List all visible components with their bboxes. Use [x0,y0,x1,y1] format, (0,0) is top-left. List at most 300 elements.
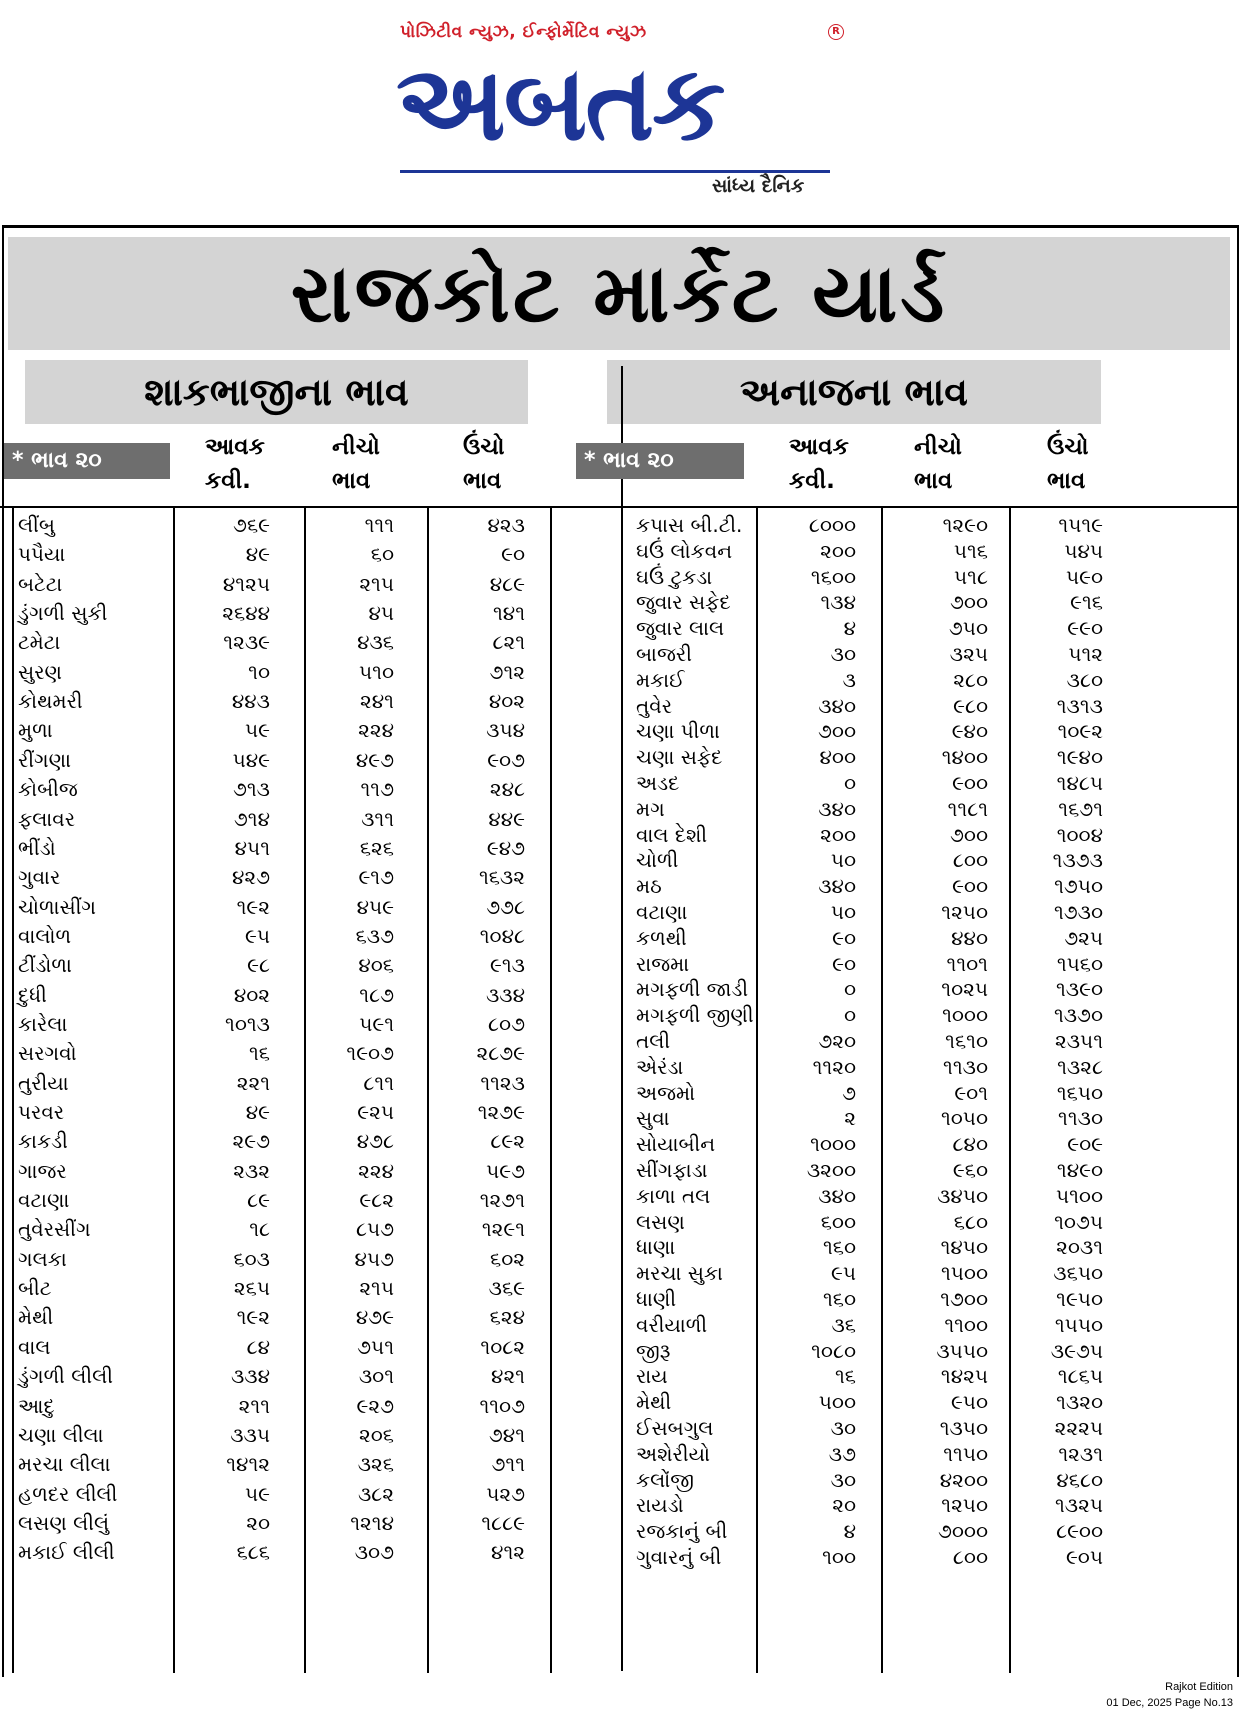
grain-col-low-line2: ભાવ [914,468,953,494]
veg-high-price: ૧૮૮૯ [481,1510,525,1535]
grain-high-price: ૯૦૯ [1067,1132,1103,1157]
grain-arrival: ૫૦ [830,848,856,873]
grain-low-price: ૧૨૫૦ [941,900,988,924]
grain-commodity-name: ઈસબગુલ [636,1416,714,1440]
grain-arrival: ૨૦૦ [820,822,856,847]
veg-commodity-name: ચણા લીલા [18,1422,104,1447]
grain-low-price: ૧૦૫૦ [940,1106,988,1131]
veg-col-low [332,430,380,498]
page-title: રાજકોટ માર્કેટ યાર્ડ [8,237,1230,350]
grain-arrival: ૧૬૦ [822,1235,856,1260]
grain-high-price: ૧૮૬૫ [1057,1364,1103,1389]
grain-high-price: ૧૩૯૦ [1056,977,1103,1002]
veg-high-price: ૭૪૧ [488,1422,525,1447]
veg-commodity-name: ડુંગળી સુકી [18,601,108,626]
veg-commodity-name: લીંબુ [18,513,55,537]
veg-arrival: ૪૪૩ [231,689,270,714]
grain-low-price: ૯૦૧ [954,1080,988,1105]
grain-arrival: ૩૨૦૦ [806,1158,856,1182]
vegetables-heading: શાકભાજીના ભાવ [25,360,528,424]
grain-commodity-name: તલી [636,1029,671,1053]
grain-commodity-name: અશેરીયો [636,1441,710,1466]
grain-arrival: ૩૦ [830,1416,856,1440]
grain-high-price: ૧૪૮૫ [1056,771,1103,795]
veg-header-rule [0,506,621,508]
veg-low-price: ૫૯૧ [359,1011,394,1036]
grain-low-price: ૭૦૦૦ [937,1519,988,1544]
grain-low-price: ૬૮૦ [953,1209,988,1234]
grain-low-price: ૧૦૨૫ [941,977,988,1002]
veg-high-price: ૭૧૧ [491,1452,525,1477]
grain-arrival: ૧૬ [835,1364,856,1389]
veg-low-price: ૬૩૭ [355,923,394,948]
veg-col-avak [205,430,265,498]
veg-commodity-name: દુધી [18,982,47,1007]
veg-arrival: ૫૪૯ [232,747,270,772]
grain-high-price: ૨૩૫૧ [1055,1029,1103,1053]
grain-arrival: ૧૩૪ [820,590,856,615]
veg-commodity-name: કાકડી [18,1129,68,1154]
grain-arrival: ૩૭ [828,1441,856,1466]
grain-arrival: ૧૦૦૦ [810,1132,856,1157]
grain-high-price: ૧૭૫૦ [1054,874,1103,899]
veg-high-price: ૪૨૧ [491,1364,525,1389]
grain-bhav-label: * ભાવ ૨૦ [576,443,744,479]
grain-arrival: ૬૦૦ [820,1209,856,1234]
veg-commodity-name: હળદર લીલી [18,1481,118,1506]
veg-high-price: ૮૦૭ [488,1011,525,1036]
veg-high-price: ૧૨૭૯ [477,1100,525,1124]
veg-high-price: ૨૪૮ [489,777,525,802]
grain-high-price: ૯૧૬ [1070,590,1103,615]
registered-mark: R [828,24,844,40]
grain-high-price: ૧૭૩૦ [1053,900,1103,924]
veg-high-price: ૫૨૭ [486,1481,525,1506]
veg-low-price: ૧૧૭ [360,777,394,802]
veg-low-price: ૬૦ [370,542,394,567]
veg-low-price: ૨૧૫ [359,571,394,596]
veg-commodity-name: બીટ [18,1276,52,1301]
grain-arrival: ૩૪૦ [818,796,856,821]
veg-arrival: ૨૨૧ [236,1070,270,1095]
grain-high-price: ૧૬૭૧ [1058,796,1103,821]
veg-low-price: ૪૭૯ [355,1305,394,1330]
veg-high-price: ૭૭૮ [486,894,525,919]
veg-col-low-line1: નીચો [332,434,380,460]
grain-arrival: ૦ [843,1003,856,1028]
veg-commodity-name: બટેટા [18,571,63,596]
grain-commodity-name: રાજમા [636,951,690,976]
grain-low-price: ૧૨૫૦ [941,1493,988,1518]
grain-low-price: ૭૫૦ [948,616,988,641]
grain-high-price: ૧૫૬૦ [1056,951,1103,976]
veg-arrival: ૫૯ [245,718,270,743]
veg-high-price: ૩૩૪ [485,982,525,1007]
grain-high-price: ૧૯૪૦ [1056,745,1103,770]
grain-arrival: ૩૪૦ [818,874,856,899]
newspaper-logo: અબતક [396,42,724,164]
grain-high-price: ૧૬૫૦ [1056,1080,1103,1105]
veg-arrival: ૨૯૭ [232,1129,270,1154]
grain-high-price: ૩૬૫૦ [1053,1261,1103,1286]
grain-low-price: ૧૧૫૦ [943,1441,988,1466]
veg-commodity-name: વટાણા [18,1188,70,1213]
grain-commodity-name: સુવા [636,1106,670,1131]
veg-low-price: ૪૩૬ [357,630,394,655]
grain-high-price: ૧૪૯૦ [1056,1158,1103,1182]
veg-commodity-name: વાલોળ [18,923,72,948]
grain-arrival: ૩૪૦ [818,1183,856,1208]
grain-commodity-name: રાય [636,1364,668,1389]
grain-arrival: ૯૦ [832,951,856,976]
grain-low-price: ૮૦૦ [952,848,988,873]
grain-low-price: ૧૫૦૦ [940,1261,988,1286]
grain-commodity-name: લસણ [636,1209,685,1234]
veg-commodity-name: ભીંડો [18,835,56,860]
veg-rule-right [550,508,552,1673]
grain-arrival: ૩૦ [830,642,856,666]
masthead [0,0,1243,220]
veg-commodity-name: તુરીયા [18,1070,69,1095]
grain-commodity-name: જીરૂ [636,1338,671,1363]
grain-arrival: ૩૪૦ [818,693,856,718]
grain-low-price: ૪૨૦૦ [939,1467,988,1492]
grain-commodity-name: સોયાબીન [636,1132,716,1157]
grain-high-price: ૯૦૫ [1065,1545,1103,1569]
grain-commodity-name: ચણા સફેદ [636,745,723,770]
veg-low-price: ૮૧૧ [363,1070,394,1095]
veg-arrival: ૧૯૨ [236,894,270,919]
grain-commodity-name: અજમો [636,1080,696,1105]
veg-high-price: ૪૧૨ [491,1540,525,1565]
veg-commodity-name: રીંગણા [18,747,71,772]
veg-arrival: ૭૧૩ [232,777,270,802]
veg-arrival: ૧૨૩૯ [223,630,270,655]
grain-low-price: ૫૧૮ [954,564,988,589]
veg-arrival: ૩૩૫ [230,1422,270,1447]
veg-bhav-label: * ભાવ ૨૦ [4,443,170,479]
veg-commodity-name: મકાઈ લીલી [18,1540,115,1565]
veg-commodity-name: ડુંગળી લીલી [18,1364,113,1389]
grain-commodity-name: ચણા પીળા [636,719,720,744]
grain-commodity-name: મગ [636,796,665,821]
grain-low-price: ૯૬૦ [952,1158,988,1182]
veg-arrival: ૨૬૫ [233,1276,270,1301]
grain-commodity-name: એરંડા [636,1054,684,1079]
grain-col-avak-line1: આવક [789,434,849,460]
grain-commodity-name: ચોળી [636,848,679,873]
veg-arrival: ૪૫૧ [234,835,270,860]
veg-col-avak-line2: કવી. [205,468,251,494]
grain-arrival: ૯૫ [831,1261,856,1286]
grain-low-price: ૩૨૫ [949,642,988,666]
veg-low-price: ૧૧૧ [364,513,394,537]
grain-arrival: ૦ [843,977,856,1002]
veg-commodity-name: તુવેરસીંગ [18,1217,91,1242]
veg-low-price: ૪૫ [368,601,394,626]
grain-arrival: ૧૦૦ [822,1545,856,1569]
veg-arrival: ૧૪૧૨ [226,1452,270,1477]
veg-low-price: ૨૨૪ [358,718,394,743]
veg-high-price: ૬૨૪ [489,1305,525,1330]
grain-header-rule [623,506,1239,508]
veg-arrival: ૨૬૪૪ [222,601,270,626]
grain-high-price: ૧૩૨૮ [1057,1054,1103,1079]
veg-high-price: ૯૪૭ [486,835,525,860]
grain-commodity-name: જુવાર સફેદ [636,590,731,615]
veg-commodity-name: પરવર [18,1100,65,1124]
edition-date-page: 01 Dec, 2025 Page No.13 [1106,1697,1233,1709]
veg-arrival: ૨૦ [246,1510,270,1535]
veg-commodity-name: કોબીજ [18,777,78,802]
grains-heading: અનાજના ભાવ [607,360,1101,424]
grain-high-price: ૨૦૩૧ [1056,1235,1103,1260]
veg-commodity-name: મરચા લીલા [18,1452,111,1477]
grain-high-price: ૫૧૦૦ [1055,1183,1103,1208]
veg-low-price: ૫૧૦ [359,659,394,684]
edition-info [1106,1679,1233,1711]
veg-arrival: ૭૬૯ [233,513,270,537]
veg-low-price: ૩૮૨ [357,1481,394,1506]
grain-arrival: ૧૬૦ [822,1287,856,1311]
grain-low-price: ૧૧૦૦ [944,1312,988,1337]
veg-arrival: ૪૨૭ [231,865,270,890]
veg-commodity-name: ગલકા [18,1246,67,1271]
grain-col-avak [789,430,849,498]
veg-col-high [463,430,505,498]
grain-low-price: ૮૦૦ [952,1545,988,1569]
grain-low-price: ૩૪૫૦ [937,1183,988,1208]
grain-col-high [1047,430,1089,498]
grain-arrival: ૧૧૨૦ [812,1054,856,1079]
grain-commodity-name: વટાણા [636,900,688,924]
veg-high-price: ૮૨૧ [492,630,525,655]
veg-arrival: ૪૧૨૫ [222,571,270,596]
veg-low-price: ૨૦૬ [359,1422,394,1447]
veg-low-price: ૪૫૭ [354,1246,394,1271]
grain-low-price: ૯૫૦ [950,1390,988,1415]
grain-low-price: ૭૦૦ [950,822,988,847]
veg-col-low-line2: ભાવ [332,468,371,494]
grain-commodity-name: વાલ દેશી [636,822,708,847]
veg-commodity-name: વાલ [18,1334,51,1359]
veg-arrival: ૩૩૪ [230,1364,270,1389]
grain-arrival: ૩૬ [831,1312,856,1337]
logo-subtitle: સાંધ્ય દૈનિક [712,175,805,197]
grain-col-low-line1: નીચો [914,434,962,460]
veg-high-price: ૧૧૨૩ [480,1070,525,1095]
veg-low-price: ૯૮૨ [359,1188,394,1213]
grain-high-price: ૧૩૨૫ [1055,1493,1103,1518]
grain-commodity-name: અડદ [636,771,680,795]
grain-arrival: ૧૦૮૦ [811,1338,856,1363]
veg-high-price: ૧૪૧ [493,601,525,626]
grain-commodity-name: કાળા તલ [636,1183,711,1208]
grain-low-price: ૧૭૦૦ [940,1287,988,1311]
grain-commodity-name: મરચા સુકા [636,1261,723,1286]
edition-name: Rajkot Edition [1165,1681,1233,1693]
veg-arrival: ૭૧૪ [233,806,270,831]
veg-commodity-name: ફલાવર [18,806,76,831]
veg-commodity-name: ચોળાસીંગ [18,894,97,919]
grain-low-price: ૭૦૦ [950,590,988,615]
veg-high-price: ૧૦૪૮ [479,923,525,948]
veg-low-price: ૬૨૬ [359,835,394,860]
veg-low-price: ૯૨૫ [357,1100,394,1124]
veg-arrival: ૧૦૧૩ [225,1011,270,1036]
veg-low-price: ૧૮૭ [359,982,394,1007]
grain-arrival: ૫૦૦ [818,1390,856,1415]
grain-high-price: ૧૩૭૦ [1053,1003,1103,1028]
grain-commodity-name: બાજરી [636,642,692,666]
veg-low-price: ૩૧૧ [361,806,394,831]
grain-arrival: ૭૨૦ [818,1029,856,1053]
grain-high-price: ૩૮૦ [1066,667,1103,692]
grain-commodity-name: કળથી [636,925,687,950]
veg-high-price: ૬૦૨ [490,1246,525,1271]
grain-arrival: ૯૦ [832,925,856,950]
veg-high-price: ૫૯૭ [486,1158,525,1183]
veg-high-price: ૯૧૩ [490,953,525,978]
grain-high-price: ૨૨૨૫ [1054,1416,1103,1440]
grain-arrival: ૪ [843,1519,856,1544]
veg-low-price: ૩૦૧ [358,1364,394,1389]
veg-low-price: ૨૨૪ [358,1158,394,1183]
veg-arrival: ૮૯ [247,1188,270,1213]
grain-commodity-name: વરીયાળી [636,1312,708,1337]
veg-commodity-name: સરગવો [18,1041,77,1066]
veg-arrival: ૬૦૩ [233,1246,270,1271]
grain-low-price: ૧૧૩૦ [943,1054,988,1079]
veg-commodity-name: લસણ લીલું [18,1510,110,1535]
grain-arrival: ૨ [844,1106,856,1131]
veg-low-price: ૯૨૭ [356,1393,394,1418]
veg-col-avak-line1: આવક [205,434,265,460]
grain-low-price: ૯૪૦ [951,719,988,744]
grain-arrival: ૮૦૦૦ [808,513,856,537]
grain-commodity-name: સીંગફાડા [636,1158,708,1182]
grain-arrival: ૨૦૦ [820,538,856,563]
grain-high-price: ૮૯૦૦ [1056,1519,1103,1544]
grain-arrival: ૫૦ [830,900,856,924]
veg-low-price: ૪૦૬ [358,953,394,978]
grain-high-price: ૧૦૦૪ [1056,822,1103,847]
grain-arrival: ૩૦ [830,1467,856,1492]
veg-high-price: ૪૪૯ [488,806,525,831]
veg-commodity-name: મેથી [18,1305,54,1330]
grain-low-price: ૧૬૧૦ [945,1029,988,1053]
grain-commodity-name: ધાણા [636,1235,676,1260]
veg-low-price: ૨૧૫ [359,1276,394,1301]
veg-high-price: ૪૨૩ [487,513,525,537]
grain-low-price: ૯૦૦ [952,874,988,899]
veg-arrival: ૬૮૬ [236,1540,270,1565]
veg-commodity-name: ટમેટા [18,630,61,655]
grain-high-price: ૧૩૨૦ [1056,1390,1103,1415]
veg-rule-left [12,508,14,1673]
veg-arrival: ૯૫ [245,923,270,948]
grain-low-price: ૨૮૦ [953,667,988,692]
grain-arrival: ૪ [843,616,856,641]
grain-high-price: ૫૯૦ [1065,564,1103,589]
grain-col-high-line1: ઉંચો [1047,434,1089,460]
veg-high-price: ૧૧૦૭ [479,1393,525,1418]
veg-low-price: ૩૨૬ [357,1452,394,1477]
veg-commodity-name: ગુવાર [18,865,61,890]
veg-low-price: ૪૫૯ [356,894,394,919]
grain-high-price: ૯૯૦ [1067,616,1103,641]
grain-low-price: ૧૦૦૦ [942,1003,988,1028]
grain-high-price: ૧૨૩૧ [1058,1441,1103,1466]
veg-high-price: ૩૬૯ [488,1276,525,1301]
grain-commodity-name: ઘઉં ટુકડા [636,564,713,589]
grain-commodity-name: કલોંજી [636,1467,694,1492]
grain-commodity-name: રજકાનું બી [636,1519,728,1544]
veg-commodity-name: કોથમરી [18,689,83,714]
veg-low-price: ૮૫૭ [355,1217,394,1242]
veg-arrival: ૨૧૧ [238,1393,270,1418]
veg-arrival: ૧૮ [249,1217,270,1242]
grain-col-avak-line2: કવી. [789,468,835,494]
grain-commodity-name: ગુવારનું બી [636,1545,722,1569]
veg-high-price: ૩૫૪ [486,718,525,743]
grain-commodity-name: મગફળી જીણી [636,1003,754,1028]
veg-high-price: ૧૨૯૧ [481,1217,525,1242]
grain-low-price: ૧૧૦૧ [946,951,988,976]
veg-commodity-name: કારેલા [18,1011,68,1036]
veg-high-price: ૮૯૨ [490,1129,525,1154]
grain-commodity-name: જુવાર લાલ [636,616,725,641]
veg-arrival: ૧૦ [248,659,270,684]
grain-commodity-name: મકાઈ [636,667,685,692]
grain-high-price: ૧૯૫૦ [1056,1287,1103,1311]
grain-commodity-name: ધાણી [636,1287,677,1311]
veg-col-high-line1: ઉંચો [463,434,505,460]
veg-low-price: ૪૯૭ [355,747,394,772]
veg-high-price: ૧૬૩૨ [478,865,525,890]
grain-col-high-line2: ભાવ [1047,468,1086,494]
veg-high-price: ૯૦૭ [487,747,525,772]
grain-high-price: ૪૬૮૦ [1056,1467,1103,1492]
grain-arrival: ૭૦૦ [818,719,856,744]
grain-low-price: ૧૧૮૧ [947,796,988,821]
grain-high-price: ૧૩૭૩ [1052,848,1103,873]
veg-arrival: ૪૯ [245,1100,270,1124]
grain-low-price: ૧૩૫૦ [939,1416,988,1440]
grain-commodity-name: કપાસ બી.ટી. [636,513,743,537]
veg-high-price: ૨૮૭૯ [476,1041,525,1066]
grain-commodity-name: મેથી [636,1390,672,1415]
grain-low-price: ૧૪૦૦ [941,745,988,770]
veg-high-price: ૪૮૯ [489,571,525,596]
grain-high-price: ૭૨૫ [1064,925,1103,950]
veg-commodity-name: મુળા [18,718,53,743]
grain-high-price: ૧૧૩૦ [1058,1106,1103,1131]
veg-low-price: ૭૫૧ [357,1334,394,1359]
veg-arrival: ૧૬ [249,1041,270,1066]
grain-high-price: ૫૪૫ [1064,538,1103,563]
veg-arrival: ૯૮ [247,953,270,978]
grain-arrival: ૨૦ [832,1493,856,1518]
veg-arrival: ૧૯૨ [236,1305,270,1330]
grain-arrival: ૩ [842,667,856,692]
grain-commodity-name: રાયડો [636,1493,684,1518]
grain-high-price: ૫૧૨ [1068,642,1103,666]
grain-low-price: ૧૪૫૦ [940,1235,988,1260]
column-divider [621,366,623,1671]
grain-arrival: ૭ [842,1080,856,1105]
grain-arrival: ૪૦૦ [819,745,856,770]
